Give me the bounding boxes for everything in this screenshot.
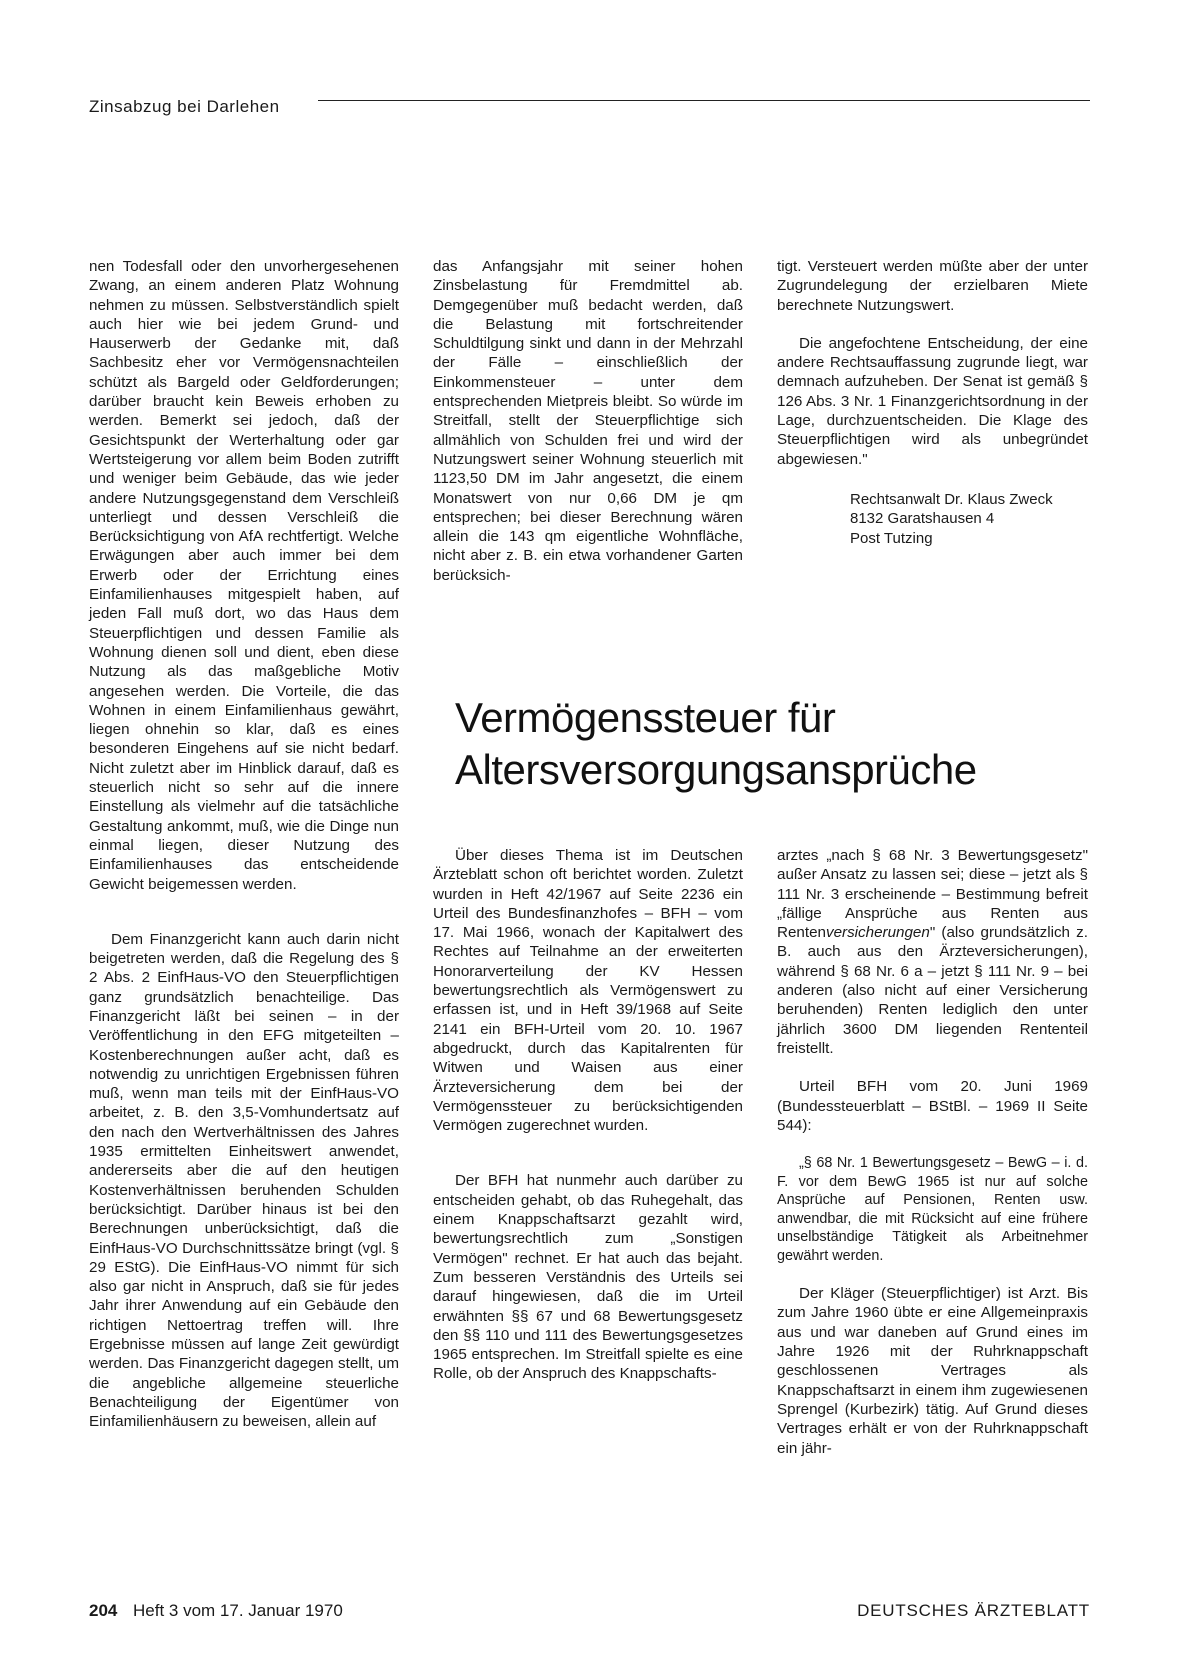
article-2-column-3 xyxy=(777,846,1088,1458)
header-rule xyxy=(318,100,1090,101)
paragraph: Dem Finanzgericht kann auch darin nicht beigetreten werden, daß die Regelung des § 2 Abs. 2 EinfHaus-VO den Steuerpflichtigen ganz grundsätzlich benachteilige. Das Finanzgericht läßt bei seinen – in der Veröffentlichung in den EFG mitgeteilten – Kostenberechnungen außer acht, daß es notwendig zu unrichtigen Ergebnissen führen muß, wenn man teils mit der EinfHaus-VO arbeitet, z. B. den 3,5-Vomhundertsatz auf den nach den Wertverhältnissen des Jahres 1935 ermittelten Einheitswert anwendet, andererseits aber die auf den heutigen Kostenverhältnissen beruhenden Schulden berücksichtigt. Darüber hinaus ist bei den Berechnungen unberücksichtigt, daß die EinfHaus-VO Durchschnittssätze bringt (vgl. § 29 EStG). Die EinfHaus-VO nimmt für sich also gar nicht in Anspruch, daß sie für jedes Jahr ihrer Anwendung auf ein Gebäude den richtigen Nettoertrag treffen will. Ihre Ergebnisse müssen auf lange Zeit gewürdigt werden. Das Finanzgericht dagegen stellt, um die angebliche allgemeine steuerliche Benachteiligung der Eigentümer von Einfamilienhäusern zu beweisen, allein auf xyxy=(89,930,399,1431)
paragraph: Urteil BFH vom 20. Juni 1969 (Bundessteuerblatt – BStBl. – 1969 II Seite 544): xyxy=(777,1078,1088,1134)
text-run: arztes „nach § 68 Nr. 3 Bewertungsgesetz" außer Ansatz zu lassen sei; diese – jetzt als § 111 Nr. 3 erscheinende – Bestimmung befreit „fällige Ansprüche aus Renten aus Renten xyxy=(777,847,1088,942)
paragraph: Der BFH hat nunmehr auch darüber zu entscheiden gehabt, ob das Ruhegehalt, das einem Knappschaftsarzt gezahlt wird, bewertungsrechtlich zum „Sonstigen Vermögen" rechnet. Er hat auch das bejaht. Zum besseren Verständnis des Urteils sei darauf hingewiesen, daß die im Urteil erwähnten §§ 67 und 68 Bewertungsgesetz den §§ 110 und 111 des Bewertungsgesetzes 1965 entsprechen. Im Streitfall spielte es eine Rolle, ob der Anspruch des Knappschafts- xyxy=(433,1172,743,1383)
journal-name: DEUTSCHES ÄRZTEBLATT xyxy=(857,1601,1090,1620)
paragraph xyxy=(777,846,1088,1058)
paragraph: nen Todesfall oder den unvorhergesehenen Zwang, an einem anderen Platz Wohnung nehmen zu müssen. Selbstverständlich spielt auch hier wie bei jedem Grund- und Hauserwerb der Gedanke mit, daß Sachbesitz eher vor Vermögensnachteilen schützt als Bargeld oder Geldforderungen; darüber braucht kein Beweis erhoben zu werden. Bemerkt sei jedoch, daß der Gesichtspunkt der Werterhaltung oder gar Wertsteigerung vor allem beim Boden zutrifft und weniger beim Gebäude, das wie jeder andere Nutzungsgegenstand dem Verschleiß unterliegt und dessen Verschleiß die Berücksichtigung von AfA rechtfertigt. Welche Erwägungen aber auch immer bei dem Erwerb oder der Errichtung eines Einfamilienhauses mitgespielt haben, auf jeden Fall muß dort, wo das Haus dem Steuerpflichtigen und dessen Familie als Wohnung dienen soll und dient, eben diese Nutzung als das maßgebliche Motiv angesehen werden. Die Vorteile, die das Wohnen in einem Einfamilienhaus gewährt, liegen ohnehin so klar, daß es eines besonderen Eingehens auf sie nicht bedarf. Nicht zuletzt aber im Hinblick darauf, daß es steuerlich nicht so sehr auf die innere Einstellung als vielmehr auf die tatsächliche Gestaltung ankommt, muß, wie die Dinge nun einmal liegen, dieser Nutzung des Einfamilienhauses das entscheidende Gewicht beigemessen werden. xyxy=(89,258,399,893)
paragraph: Der Kläger (Steuerpflichtiger) ist Arzt. Bis zum Jahre 1960 übte er eine Allgemeinpraxis aus und war daneben auf Grund eines im Jahre 1926 mit der Ruhrknappschaft geschlossenen Vertrages als Knappschaftsarzt in einem ihm zugewiesenen Sprengel (Kurbezirk) tätig. Auf Grund dieses Vertrages erhält er von der Ruhrknappschaft ein jähr- xyxy=(777,1285,1088,1457)
column-3-top xyxy=(777,257,1088,548)
article-2-column-2 xyxy=(433,846,743,1384)
paragraph: tigt. Versteuert werden müßte aber der unter Zugrundelegung der erzielbaren Miete berechnete Nutzungswert. xyxy=(777,258,1088,314)
judgment-quote: „§ 68 Nr. 1 Bewertungsgesetz – BewG – i. d. F. vor dem BewG 1965 ist nur auf solche Ansprüche auf Pensionen, Renten usw. anwendbar, die mit Rücksicht auf eine frühere unselbständige Tätigkeit als Arbeitnehmer gewährt werden. xyxy=(777,1155,1088,1264)
article-title xyxy=(455,692,977,796)
author-signature xyxy=(777,490,1088,549)
page-number: 204 xyxy=(89,1601,118,1620)
article-title-line-2: Altersversorgungsansprüche xyxy=(455,746,977,793)
author-name: Rechtsanwalt Dr. Klaus Zweck xyxy=(850,490,1053,508)
author-address: 8132 Garatshausen 4 xyxy=(850,510,995,528)
column-1 xyxy=(89,257,399,1432)
text-run: " (also grundsätzlich z. B. auch aus den Ärzteversicherungen), während § 68 Nr. 6 a – jetzt § 111 Nr. 9 – bei anderen (also nicht auf einer Versicherung beruhenden) Renten lediglich den unter jährlich 3600 DM liegenden Rententeil freistellt. xyxy=(777,924,1088,1057)
issue-info: Heft 3 vom 17. Januar 1970 xyxy=(133,1601,343,1620)
paragraph: Die angefochtene Entscheidung, der eine andere Rechtsauffassung zugrunde liegt, war demnach aufzuheben. Der Senat ist gemäß § 126 Abs. 3 Nr. 1 Finanzgerichtsordnung in der Lage, durchzuentscheiden. Die Klage des Steuerpflichtigen wird als unbegründet abgewiesen." xyxy=(777,334,1088,468)
column-2-top xyxy=(433,257,743,585)
author-post: Post Tutzing xyxy=(850,529,933,547)
article-title-line-1: Vermögenssteuer für xyxy=(455,694,836,741)
running-head: Zinsabzug bei Darlehen xyxy=(89,97,280,116)
paragraph: Über dieses Thema ist im Deutschen Ärzteblatt schon oft berichtet worden. Zuletzt wurden in Heft 42/1967 auf Seite 2236 ein Urteil des Bundesfinanzhofes – BFH – vom 17. Mai 1966, wonach der Kapitalwert des Rechtes auf Teilnahme an der erweiterten Honorarverteilung der KV Hessen bewertungsrechtlich als Vermögenswert zu erfassen ist, und in Heft 39/1968 auf Seite 2141 ein BFH-Urteil vom 20. 10. 1967 abgedruckt, durch das Kapitalrenten für Witwen und Waisen aus einer Ärzteversicherung dem bei der Vermögenssteuer zu berücksichtigenden Vermögen zugerechnet wurden. xyxy=(433,847,743,1135)
paragraph: das Anfangsjahr mit seiner hohen Zinsbelastung für Fremdmittel ab. Demgegenüber muß bedacht werden, daß die Belastung mit fortschreitender Schuldtilgung sinkt und dann in der Mehrzahl der Fälle – einschließlich der Einkommensteuer – unter dem entsprechenden Mietpreis bleibt. So würde im Streitfall, stellt der Steuerpflichtige sich allmählich von Schulden frei und wird der Nutzungswert seiner Wohnung steuerlich mit 1123,50 DM im Jahr angesetzt, die einem Monatswert von nur 0,66 DM je qm entsprechen; bei dieser Berechnung wären allein die 143 qm eigentliche Wohnfläche, nicht aber z. B. ein etwa vorhandener Garten berücksich- xyxy=(433,258,743,584)
text-run-italic: versicherungen xyxy=(825,924,930,942)
